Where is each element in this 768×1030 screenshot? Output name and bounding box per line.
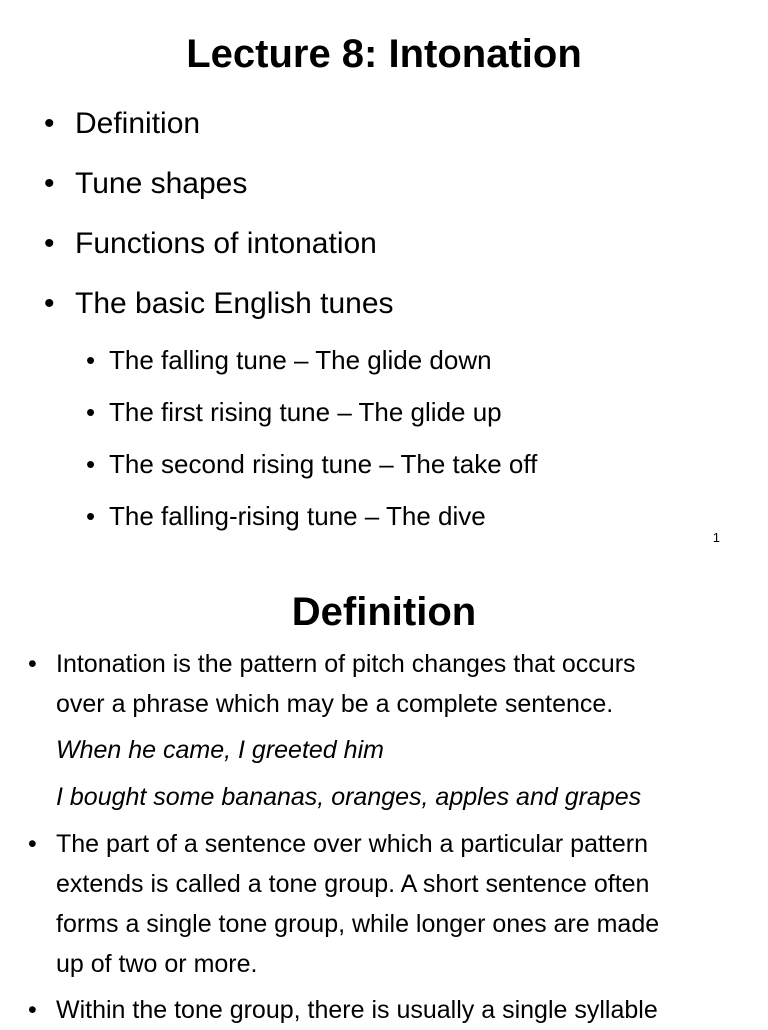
bullet-icon: • [86,449,96,479]
text-line: up of two or more. [56,950,258,978]
slide-1-title: Lecture 8: Intonation [186,32,582,76]
outline-item-label: Definition [75,107,201,140]
bullet-icon: • [44,227,55,260]
bullet-icon: • [28,996,37,1024]
bullet-icon: • [28,830,37,858]
paragraph [56,990,736,1030]
bullet-icon: • [44,287,55,320]
example-sentence: When he came, I greeted him [56,736,384,764]
sub-item-label: The second rising tune – The take off [109,449,538,479]
sub-item-label: The falling-rising tune – The dive [109,501,486,531]
text-line: extends is called a tone group. A short sentence often [56,870,650,898]
text-line: Intonation is the pattern of pitch changes that occurs [56,650,636,678]
bullet-icon: • [86,345,96,375]
outline-item-label: Tune shapes [75,167,248,200]
text-line: The part of a sentence over which a particular pattern [56,830,648,858]
slide-2-title: Definition [291,590,477,634]
bullet-icon: • [44,167,55,200]
example-sentence: I bought some bananas, oranges, apples and grapes [56,783,642,811]
text-line: over a phrase which may be a complete sentence. [56,690,614,718]
bullet-icon: • [86,397,96,427]
text-line: Within the tone group, there is usually a single syllable [56,996,658,1024]
bullet-icon: • [44,107,55,140]
outline-item-label: Functions of intonation [75,227,377,260]
page-number: 1 [712,530,720,545]
bullet-icon: • [86,501,96,531]
paragraph [56,824,736,984]
text-line: forms a single tone group, while longer ones are made [56,910,660,938]
slide-2 [0,560,768,1024]
sub-item-label: The first rising tune – The glide up [109,397,502,427]
outline-item-label: The basic English tunes [75,287,394,320]
paragraph [56,644,736,724]
sub-item-label: The falling tune – The glide down [109,345,492,375]
bullet-icon: • [28,650,37,678]
